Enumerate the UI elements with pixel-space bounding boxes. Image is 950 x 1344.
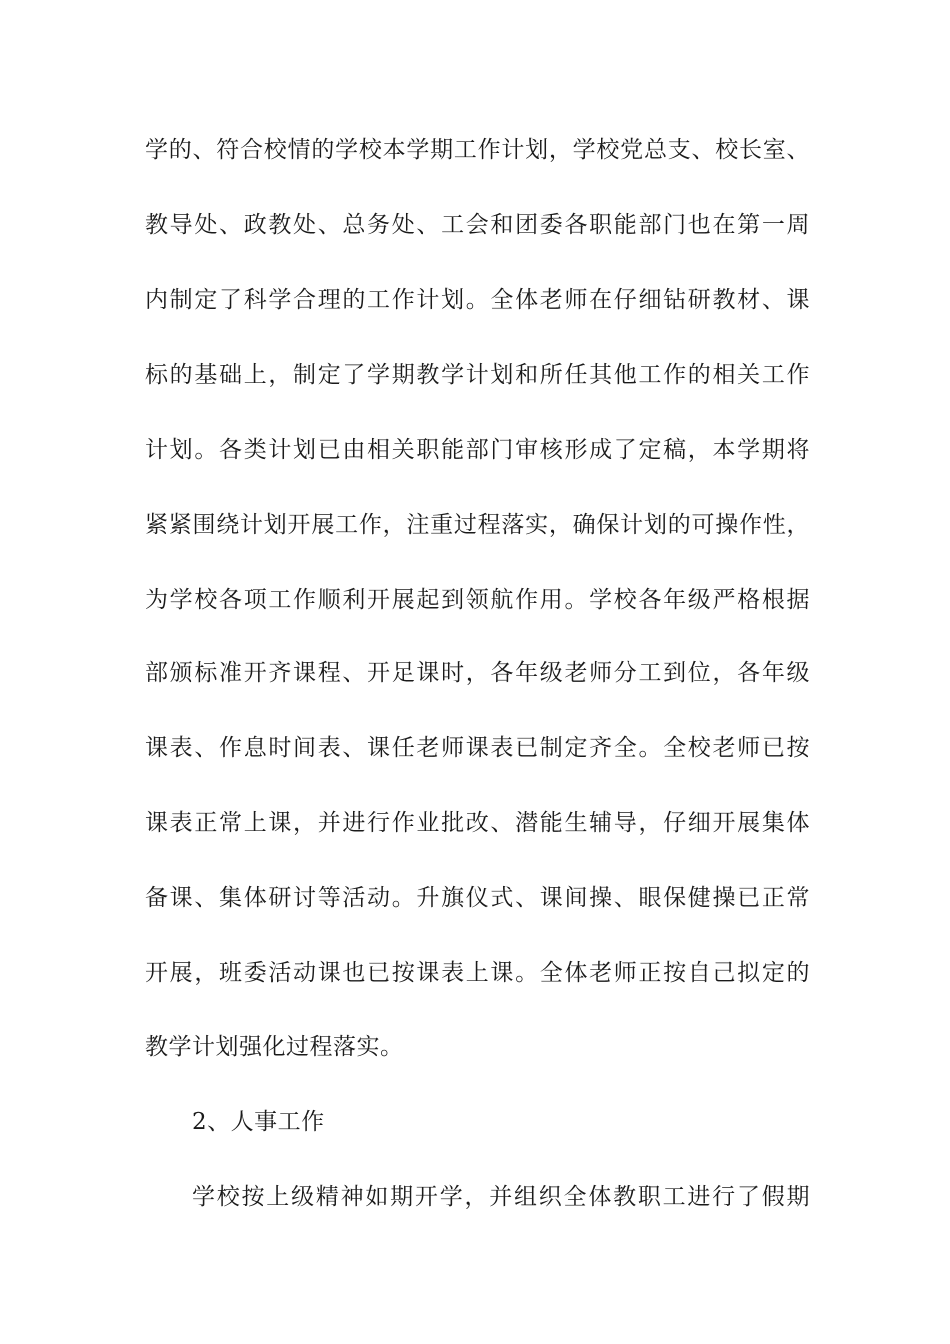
paragraph-line: 开展，班委活动课也已按课表上课。全体老师正按自己拟定的 — [145, 960, 810, 986]
paragraph-line: 学的、符合校情的学校本学期工作计划，学校党总支、校长室、 — [145, 137, 810, 163]
paragraph-line: 课表、作息时间表、课任老师课表已制定齐全。全校老师已按 — [145, 735, 810, 761]
paragraph-line: 备课、集体研讨等活动。升旗仪式、课间操、眼保健操已正常 — [145, 885, 810, 911]
paragraph-line: 教导处、政教处、总务处、工会和团委各职能部门也在第一周 — [145, 212, 810, 238]
paragraph-line: 教学计划强化过程落实。 — [145, 1034, 404, 1060]
paragraph-line: 标的基础上，制定了学期教学计划和所任其他工作的相关工作 — [145, 362, 810, 388]
paragraph-line: 紧紧围绕计划开展工作，注重过程落实，确保计划的可操作性， — [145, 512, 810, 538]
paragraph-line: 计划。各类计划已由相关职能部门审核形成了定稿，本学期将 — [145, 437, 810, 463]
paragraph-line: 学校按上级精神如期开学，并组织全体教职工进行了假期 — [192, 1184, 810, 1210]
paragraph-line: 内制定了科学合理的工作计划。全体老师在仔细钻研教材、课 — [145, 287, 810, 313]
section-heading: 2、人事工作 — [192, 1109, 325, 1135]
paragraph-line: 部颁标准开齐课程、开足课时，各年级老师分工到位，各年级 — [145, 660, 810, 686]
paragraph-line: 课表正常上课，并进行作业批改、潜能生辅导，仔细开展集体 — [145, 810, 810, 836]
paragraph-line: 为学校各项工作顺利开展起到领航作用。学校各年级严格根据 — [145, 587, 810, 613]
